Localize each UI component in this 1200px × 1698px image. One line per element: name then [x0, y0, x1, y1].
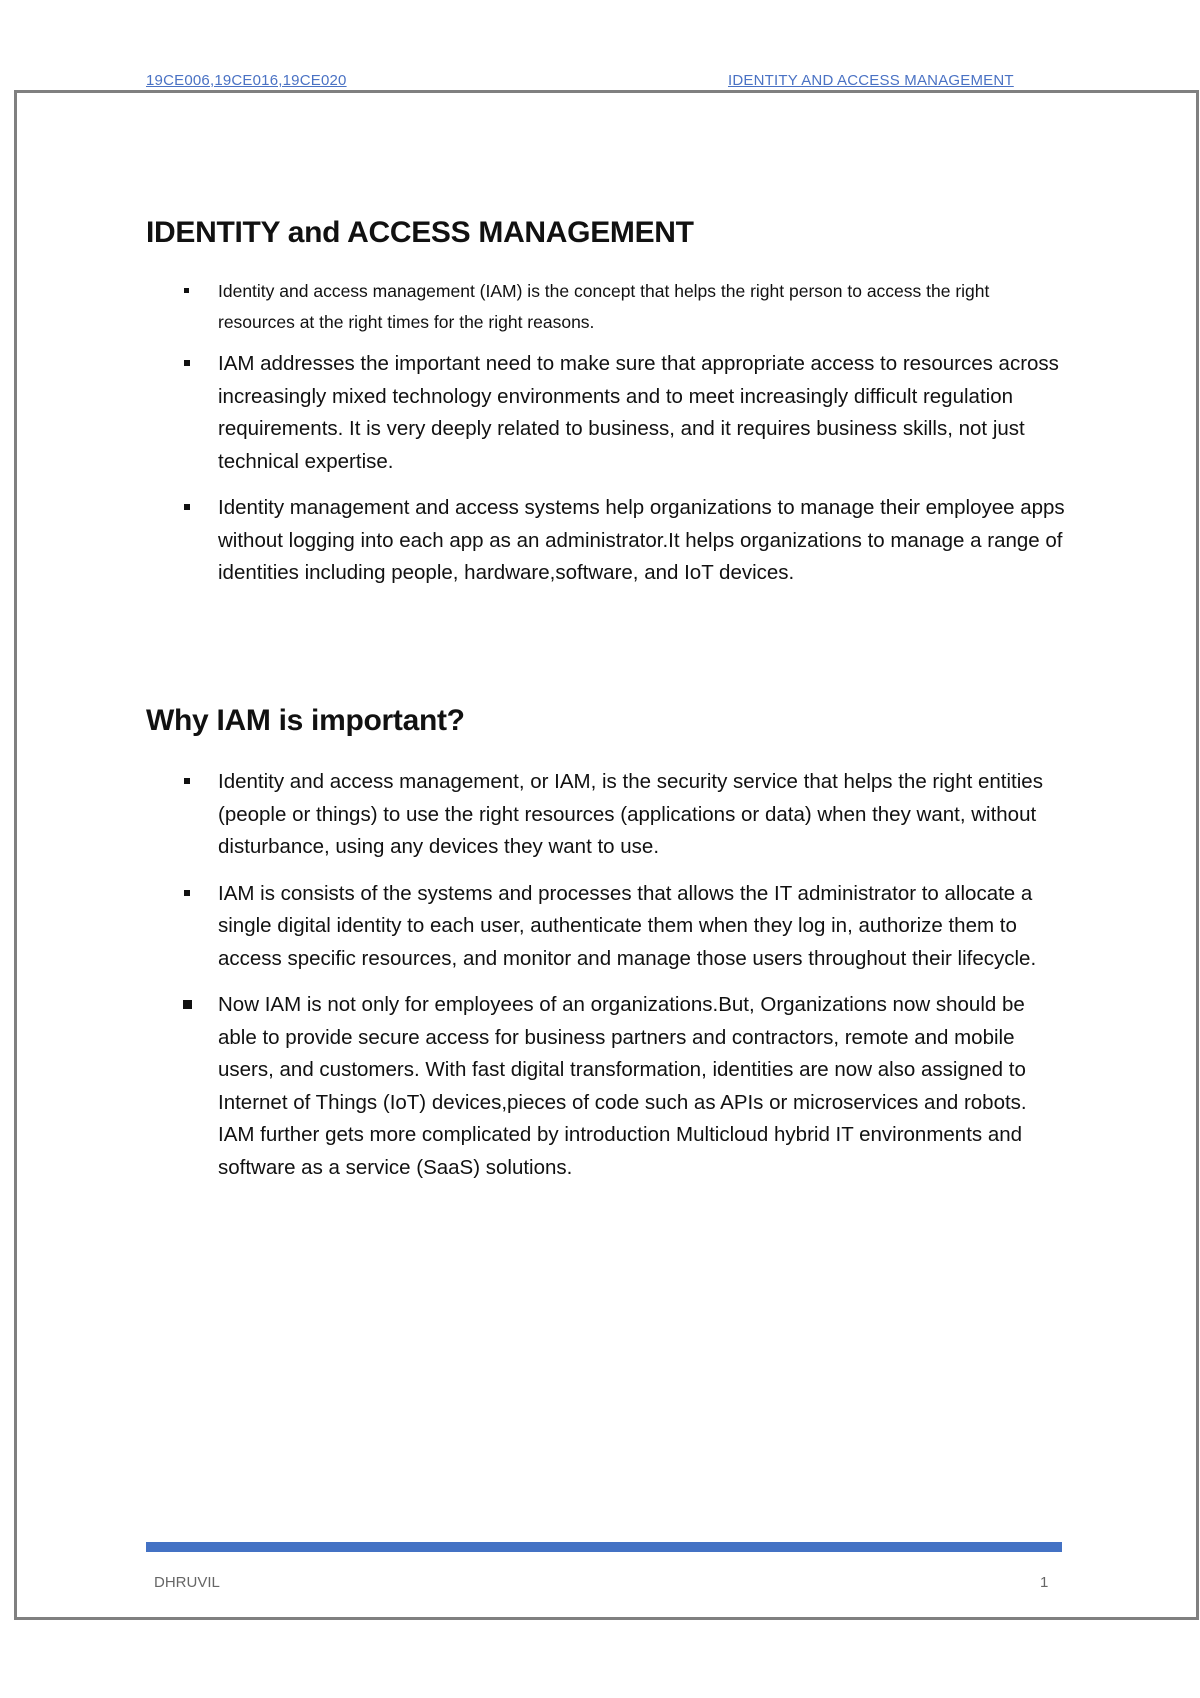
list-item	[146, 989, 1066, 1184]
bullet-text: IAM is consists of the systems and processes that allows the IT administrator to allocate a single digital identity to each user, authenticate them when they log in, authorize them to access specific resources, and monitor and manage those users throughout their lifecycle.	[218, 881, 1037, 970]
square-bullet-icon	[184, 360, 190, 366]
square-bullet-icon	[183, 1000, 192, 1009]
section-title-iam: IDENTITY and ACCESS MANAGEMENT	[146, 216, 694, 249]
list-item	[146, 878, 1066, 976]
header-authors: 19CE006,19CE016,19CE020	[146, 72, 347, 89]
list-item	[146, 276, 1066, 338]
bullet-text: Now IAM is not only for employees of an organizations.But, Organizations now should be able to provide secure access for business partners and contractors, remote and mobile users, and customers. With fast digital transformation, identities are now also assigned to Internet of Things (IoT) devices,pieces of code such as APIs or microservices and robots. IAM further gets more complicated by introduction Multicloud hybrid IT environments and software as a service (SaaS) solutions.	[218, 993, 1027, 1179]
square-bullet-icon	[184, 778, 190, 784]
square-bullet-icon	[184, 288, 189, 293]
header-title: IDENTITY AND ACCESS MANAGEMENT	[728, 72, 1014, 89]
footer-author: DHRUVIL	[154, 1574, 220, 1591]
list-item	[146, 766, 1066, 864]
square-bullet-icon	[184, 890, 190, 896]
section-title-why-iam: Why IAM is important?	[146, 704, 465, 737]
footer-divider	[146, 1542, 1062, 1552]
bullet-text: Identity management and access systems help organizations to manage their employee apps without logging into each app as an administrator.It helps organizations to manage a range of identities including people, hardware,software, and IoT devices.	[218, 496, 1065, 584]
bullet-text: Identity and access management (IAM) is the concept that helps the right person to access the right resources at the right times for the right reasons.	[218, 281, 990, 332]
bullet-text: IAM addresses the important need to make sure that appropriate access to resources across increasingly mixed technology environments and to meet increasingly difficult regulation requirements. It is very deeply related to business, and it requires business skills, not just technical expertise.	[218, 352, 1059, 473]
list-item	[146, 348, 1066, 478]
bullet-text: Identity and access management, or IAM, is the security service that helps the right entities (people or things) to use the right resources (applications or data) when they want, without disturbance, using any devices they want to use.	[218, 770, 1043, 858]
list-item	[146, 492, 1066, 590]
page-number: 1	[1040, 1574, 1049, 1591]
bullet-list-why-iam	[146, 766, 1066, 1198]
square-bullet-icon	[184, 504, 190, 510]
bullet-list-iam	[146, 276, 1066, 604]
